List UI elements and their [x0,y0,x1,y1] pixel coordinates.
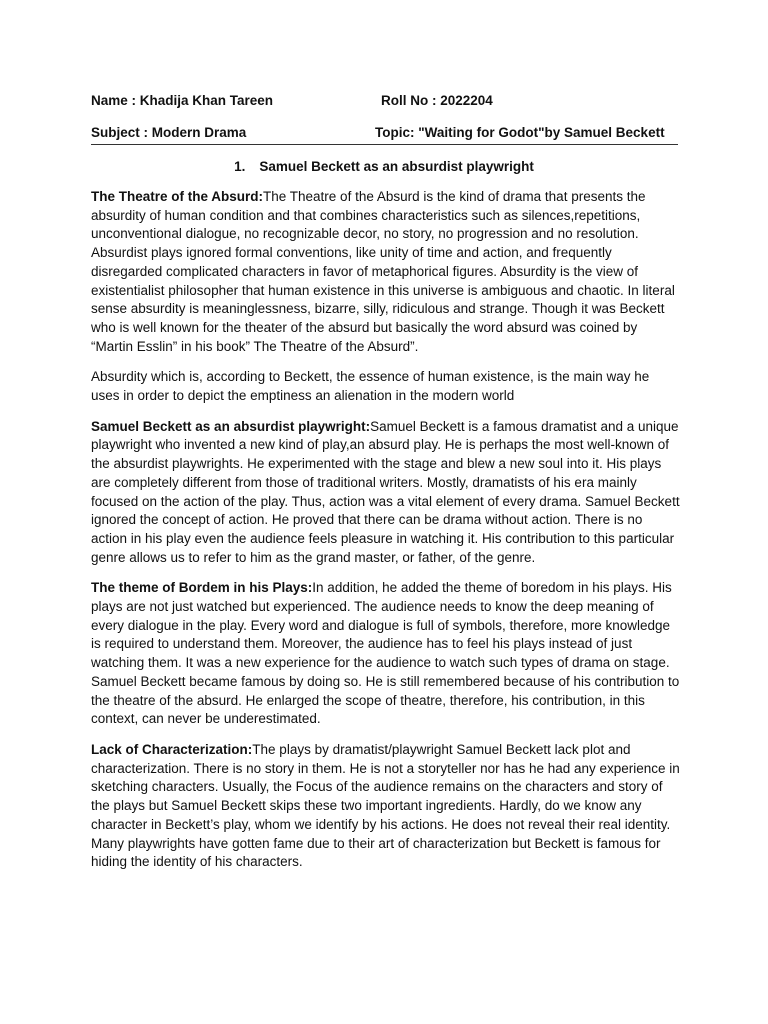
paragraph-absurdity [91,368,681,405]
paragraph-text: Samuel Beckett is a famous dramatist and a unique playwright who invented a new kind of play,an absurd play. He is perhaps the most well-known of the absurdist playwrights. He experimented with the stage and blew a new soul into it. His plays are completely different from those of traditional writers. Mostly, dramatists of his era mainly focused on the action of the play. Thus, action was a vital element of every drama. Samuel Beckett ignored the concept of action. He proved that there can be drama without action. There is no action in his play even the audience feels pleasure in watching it. His contribution to this particular genre allows us to refer to him as the grand master, or father, of the genre. [91,418,680,565]
paragraph-text: The plays by dramatist/playwright Samuel Beckett lack plot and characterization. There is no story in them. He is not a storyteller nor has he had any experience in sketching characters. Usually, the Focus of the audience remains on the characters and story of the plays but Samuel Beckett skips these two important ingredients. Hardly, do we know any character in Beckett’s play, whom we identify by his actions. He does not reveal their real identity. Many playwrights have gotten fame due to their art of characterization but Beckett is famous for hiding the identity of his characters. [91,741,680,870]
header-row-1 [91,93,677,109]
student-name: Name : Khadija Khan Tareen [91,93,274,108]
paragraph-heading: Lack of Characterization: [91,741,253,757]
section-heading [0,159,768,175]
section-number: 1. [234,159,246,174]
roll-number: Roll No : 2022204 [381,93,493,108]
paragraph-lack-of-characterization [91,741,681,872]
paragraph-beckett-absurdist [91,418,681,568]
section-title: Samuel Beckett as an absurdist playwright [259,159,534,174]
topic: Topic: "Waiting for Godot"by Samuel Beckett [375,125,665,140]
paragraph-heading: Samuel Beckett as an absurdist playwright: [91,418,371,434]
subject: Subject : Modern Drama [91,125,247,140]
paragraph-text: In addition, he added the theme of boredom in his plays. His plays are not just watched but experienced. The audience needs to know the deep meaning of every dialogue in the play. Every word and dialogue is full of symbols, therefore, more knowledge is required to understand them. Moreover, the audience has to feel his plays instead of just watching them. It was a new experience for the audience to watch such types of drama on stage. Samuel Beckett became famous by doing so. He is still remembered because of his contribution to the theatre of the absurd. He enlarged the scope of theatre, therefore, his contribution, in this context, can never be underestimated. [91,580,680,727]
paragraph-theme-of-boredom [91,579,681,729]
paragraph-heading: The theme of Bordem in his Plays: [91,580,313,596]
document-body [91,188,681,884]
paragraph-heading: The Theatre of the Absurd: [91,189,264,204]
paragraph-text: Absurdity which is, according to Beckett, the essence of human existence, is the main way he uses in order to depict the emptiness an alienation in the modern world [91,369,650,404]
paragraph-theatre-of-absurd [91,188,681,356]
header-row-2 [91,125,677,141]
paragraph-text: The Theatre of the Absurd is the kind of drama that presents the absurdity of human condition and that combines characteristics such as silences,repetitions, unconventional dialogue, no recognizable decor, no story, no progression and no resolution. Absurdist plays ignored formal conventions, like unity of time and action, and frequently disregarded complicated characters in favor of metaphorical figures. Absurdity is the view of existentialist philosopher that human existence in this universe is ambiguous and chaotic. In literal sense absurdity is meaninglessness, bizarre, silly, ridiculous and strange. Though it was Beckett who is well known for the theater of the absurd but basically the word absurd was coined by “Martin Esslin” in his book” The Theatre of the Absurd”. [91,189,675,354]
header-divider [91,144,678,145]
